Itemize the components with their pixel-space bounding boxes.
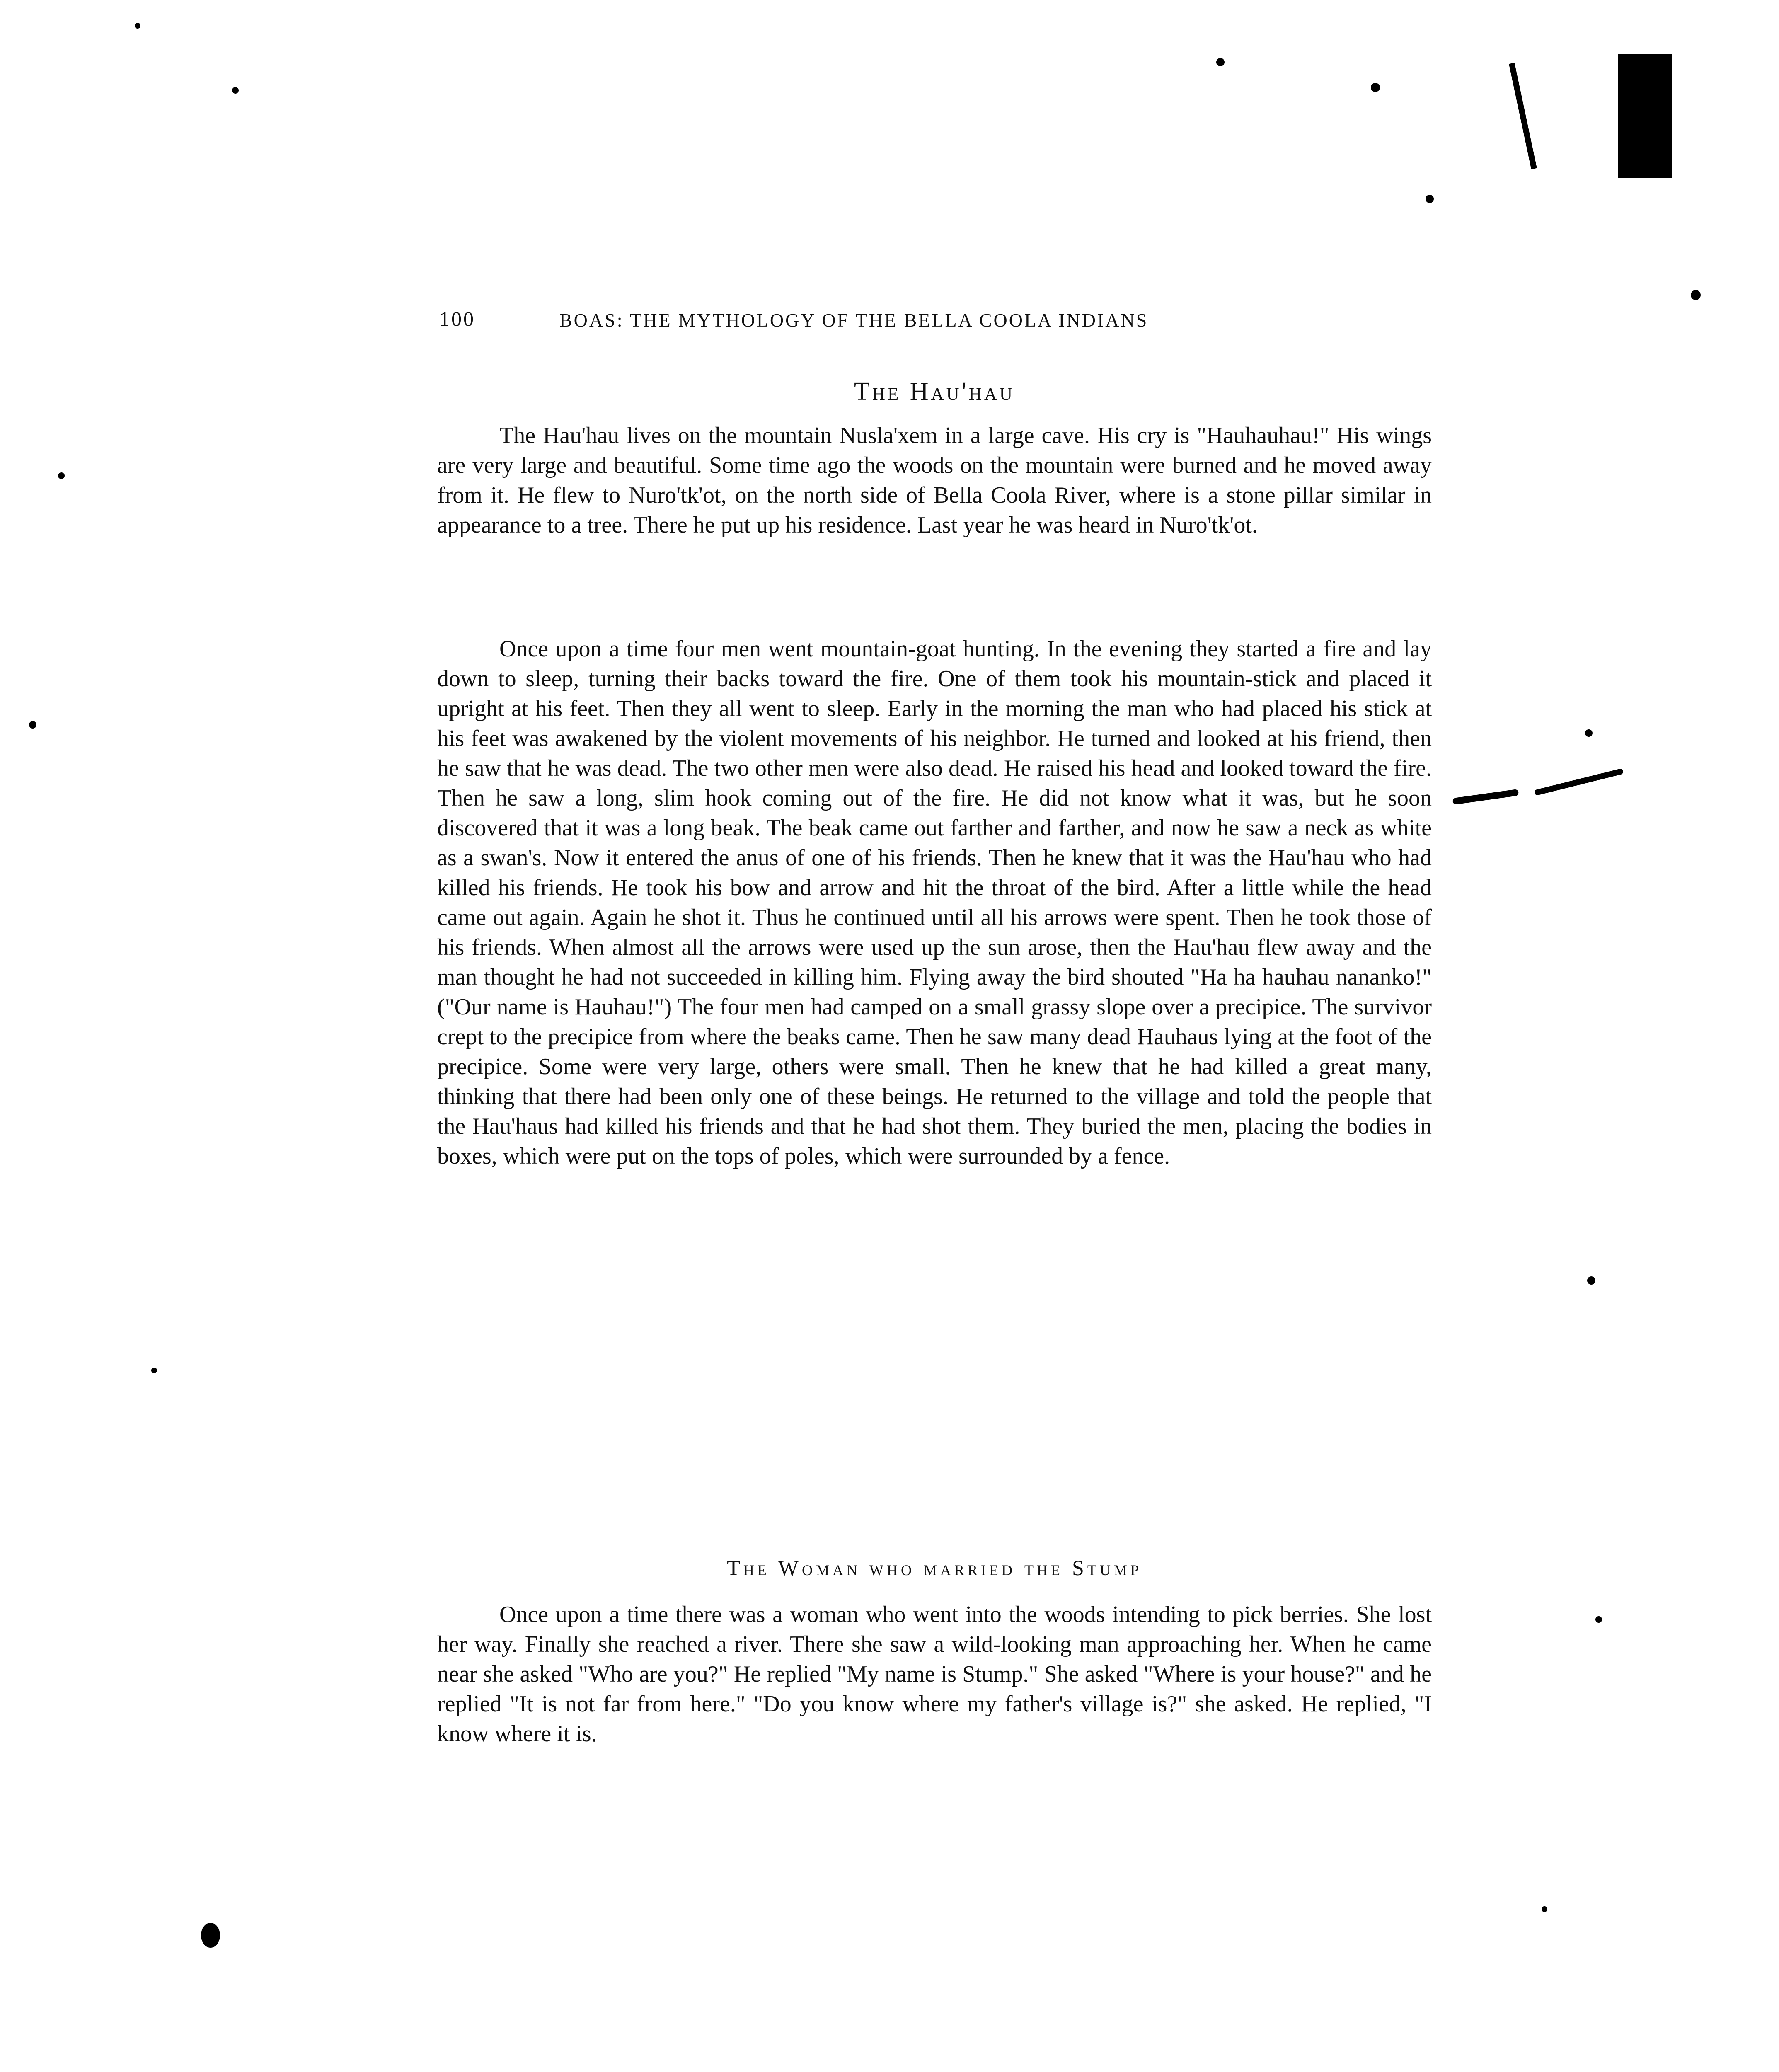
scan-speck <box>1691 290 1701 300</box>
running-head: BOAS: THE MYTHOLOGY OF THE BELLA COOLA INDIANS <box>559 310 1149 331</box>
scan-speck <box>135 23 140 29</box>
scan-speck <box>232 87 239 94</box>
scan-speck <box>1534 768 1624 796</box>
scan-speck <box>58 472 65 479</box>
page-number: 100 <box>439 307 475 330</box>
scan-speck <box>1542 1906 1547 1912</box>
scan-speck <box>1587 1276 1595 1285</box>
page-header <box>439 307 1318 340</box>
scan-stroke-top <box>1509 63 1537 169</box>
scan-speck <box>1452 789 1519 805</box>
scan-speck <box>1426 195 1434 203</box>
scan-speck <box>151 1368 157 1373</box>
scan-speck <box>201 1923 220 1948</box>
paragraph-hauhau-intro: The Hau'hau lives on the mountain Nusla'xem in a large cave. His cry is "Hauhauhau!" His wings are very large and beautiful. Some time ago the woods on the mountain were burned and he moved away from it. He flew to Nuro'tk'ot, on the north side of Bella Coola River, where is a stone pillar similar in appearance to a tree. There he put up his residence. Last year he was heard in Nuro'tk'ot. <box>437 423 1432 538</box>
scan-speck <box>1585 729 1593 737</box>
scan-speck <box>1371 83 1380 92</box>
scan-speck <box>1595 1616 1602 1623</box>
paragraph-hauhau-story: Once upon a time four men went mountain-goat hunting. In the evening they started a fire and lay down to sleep, turning their backs toward the fire. One of them took his mountain-stick and placed it upright at his feet. Then they all went to sleep. Early in the morning the man who had placed his stick at his feet was awakened by the violent movements of his neighbor. He turned and looked at his friend, then he saw that he was dead. The two other men were also dead. He raised his head and looked toward the fire. Then he saw a long, slim hook coming out of the fire. He did not know what it was, but he soon discovered that it was a long beak. The beak came out farther and farther, and now he saw a neck as white as a swan's. Now it entered the anus of one of his friends. Then he knew that it was the Hau'hau who had killed his friends. He took his bow and arrow and hit the throat of the bird. After a little while the head came out again. Again he shot it. Thus he continued until all his arrows were spent. Then he took those of his friends. When almost all the arrows were used up the sun arose, then the Hau'hau flew away and the man thought he had not succeeded in killing him. Flying away the bird shouted "Ha ha hauhau nananko!" ("Our name is Hauhau!") The four men had camped on a small grassy slope over a precipice. The survivor crept to the precipice from where the beaks came. Then he saw many dead Hauhaus lying at the foot of the precipice. Some were very large, others were small. Then he knew that he had killed a great many, thinking that there had been only one of these beings. He returned to the village and told the people that the Hau'haus had killed his friends and that he had shot them. They buried the men, placing the bodies in boxes, which were put on the tops of poles, which were surrounded by a fence. <box>437 636 1432 1169</box>
paragraph-stump-story: Once upon a time there was a woman who went into the woods intending to pick berries. She lost her way. Finally she reached a river. There she saw a wild-looking man approaching her. When he came near she asked "Who are you?" He replied "My name is Stump." She asked "Where is your house?" and he replied "It is not far from here." "Do you know where my father's village is?" she asked. He replied, "I know where it is. <box>437 1602 1432 1747</box>
scan-blot-top-right <box>1618 54 1672 178</box>
scan-speck <box>29 721 36 729</box>
section-title-stump: The Woman who married the Stump <box>727 1556 1142 1580</box>
scan-speck <box>1216 58 1225 66</box>
section-title-hauhau: The Hau'hau <box>854 378 1015 406</box>
